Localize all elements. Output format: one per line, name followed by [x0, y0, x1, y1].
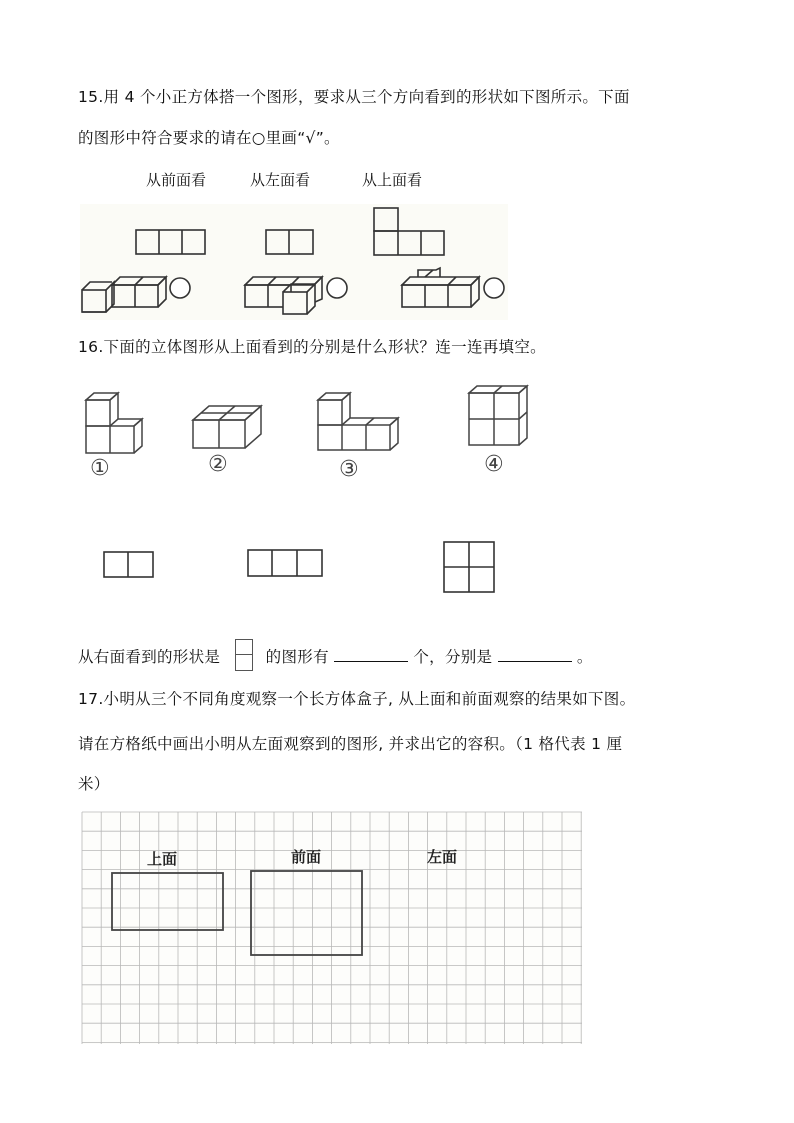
- q15-text-line1: 15.用 4 个小正方体搭一个图形，要求从三个方向看到的形状如下图所示。下面: [78, 88, 630, 106]
- q17-text-line3: 米）: [78, 775, 110, 793]
- solid-label-1: ①: [90, 456, 110, 481]
- solid-label-3: ③: [339, 457, 359, 482]
- fill-pre-text: 从右面看到的形状是: [78, 648, 221, 666]
- q15-text-line2: 的图形中符合要求的请在○里画“√”。: [78, 129, 340, 147]
- q17-text-line2: 请在方格纸中画出小明从左面观察到的图形, 并求出它的容积。（1 格代表 1 厘: [78, 735, 623, 753]
- fill-post2-text: 。: [576, 648, 593, 666]
- solid-label-2: ②: [208, 452, 228, 477]
- grid-label-left: 左面: [427, 848, 458, 866]
- view-label-top: 从上面看: [362, 171, 423, 189]
- solid-label-4: ④: [484, 452, 504, 477]
- q16-title: 16.下面的立体图形从上面看到的分别是什么形状？连一连再填空。: [78, 338, 546, 356]
- view-label-left: 从左面看: [250, 171, 311, 189]
- q17-text-line1: 17.小明从三个不同角度观察一个长方体盒子, 从上面和前面观察的结果如下图。: [78, 690, 636, 708]
- fill-mid-text: 的图形有: [265, 648, 329, 666]
- view-label-front: 从前面看: [146, 171, 207, 189]
- grid-label-top: 上面: [147, 850, 178, 868]
- fill-post1-text: 个，分别是: [413, 648, 493, 666]
- grid-label-front: 前面: [291, 848, 322, 866]
